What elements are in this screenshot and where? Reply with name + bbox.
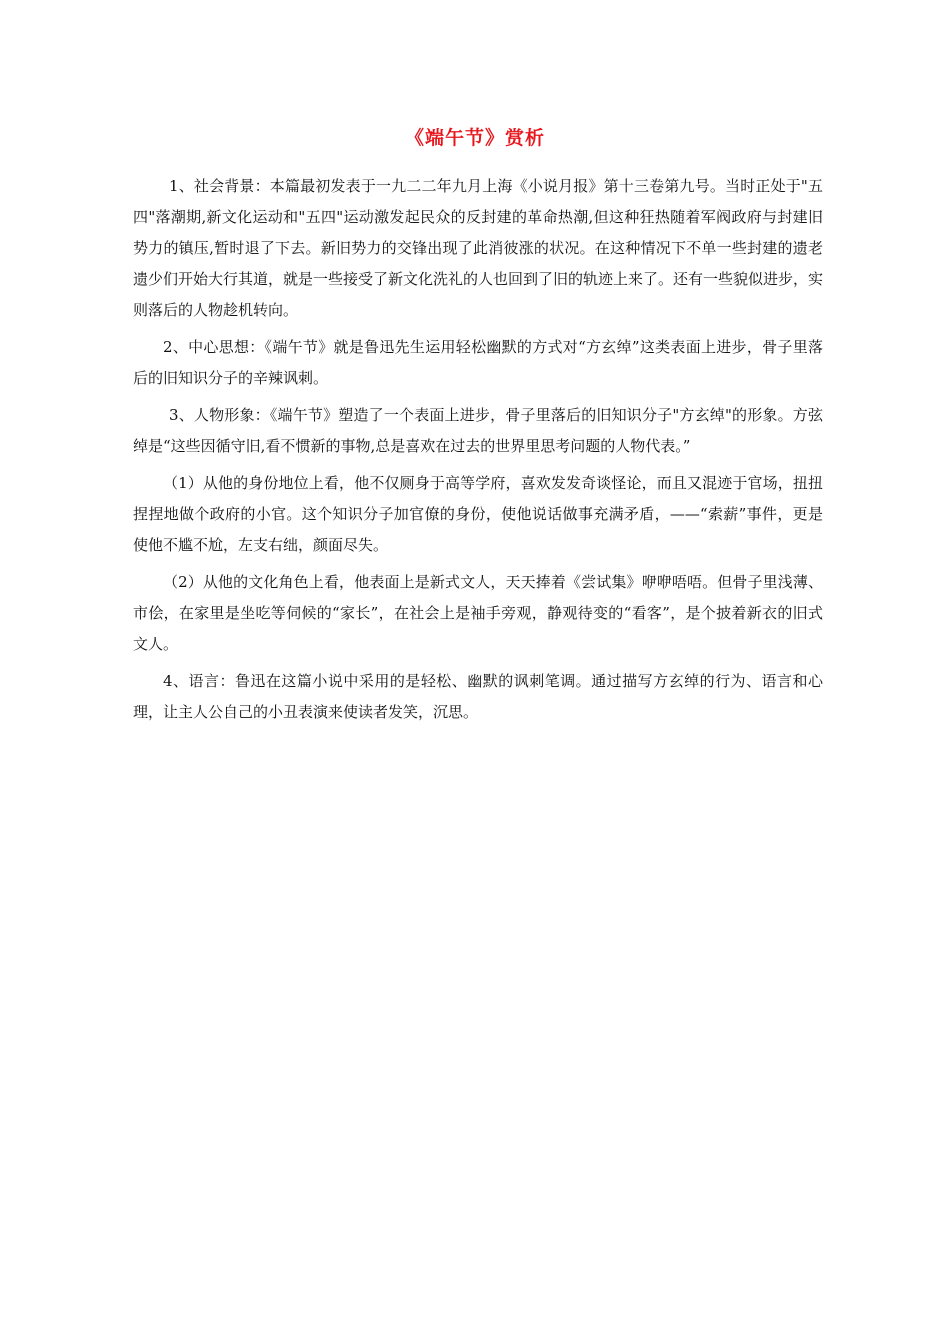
paragraph-character-image: 3、人物形象：《端午节》塑造了一个表面上进步，骨子里落后的旧知识分子"方玄绰"的形象。方弦绰是“这些因循守旧,看不惯新的事物,总是喜欢在过去的世界里思考问题的人物代表。” bbox=[133, 406, 823, 455]
document-body bbox=[133, 171, 823, 728]
paragraph-central-idea: 2、中心思想：《端午节》就是鲁迅先生运用轻松幽默的方式对“方玄绰”这类表面上进步，骨子里落后的旧知识分子的辛辣讽刺。 bbox=[133, 338, 823, 387]
paragraph-cultural-role: （2）从他的文化角色上看，他表面上是新式文人，天天捧着《尝试集》咿咿唔唔。但骨子里浅薄、市侩，在家里是坐吃等伺候的“家长”，在社会上是袖手旁观，静观待变的“看客”，是个披着新衣的旧式文人。 bbox=[133, 573, 823, 653]
paragraph-identity-status: （1）从他的身份地位上看，他不仅厕身于高等学府，喜欢发发奇谈怪论，而且又混迹于官场，扭扭捏捏地做个政府的小官。这个知识分子加官僚的身份，使他说话做事充满矛盾，——“索薪”事件，更是使他不尴不尬，左支右绌，颜面尽失。 bbox=[133, 474, 823, 554]
paragraph-social-background: 1、社会背景：本篇最初发表于一九二二年九月上海《小说月报》第十三卷第九号。当时正处于"五四"落潮期,新文化运动和"五四"运动激发起民众的反封建的革命热潮,但这种狂热随着军阀政府与封建旧势力的镇压,暂时退了下去。新旧势力的交锋出现了此消彼涨的状况。在这种情况下不单一些封建的遗老遗少们开始大行其道，就是一些接受了新文化洗礼的人也回到了旧的轨迹上来了。还有一些貌似进步，实则落后的人物趁机转向。 bbox=[133, 177, 824, 319]
paragraph-language: 4、语言：鲁迅在这篇小说中采用的是轻松、幽默的讽刺笔调。通过描写方玄绰的行为、语言和心理，让主人公自己的小丑表演来使读者发笑，沉思。 bbox=[133, 672, 823, 721]
document-title: 《端午节》赏析 bbox=[404, 127, 545, 149]
